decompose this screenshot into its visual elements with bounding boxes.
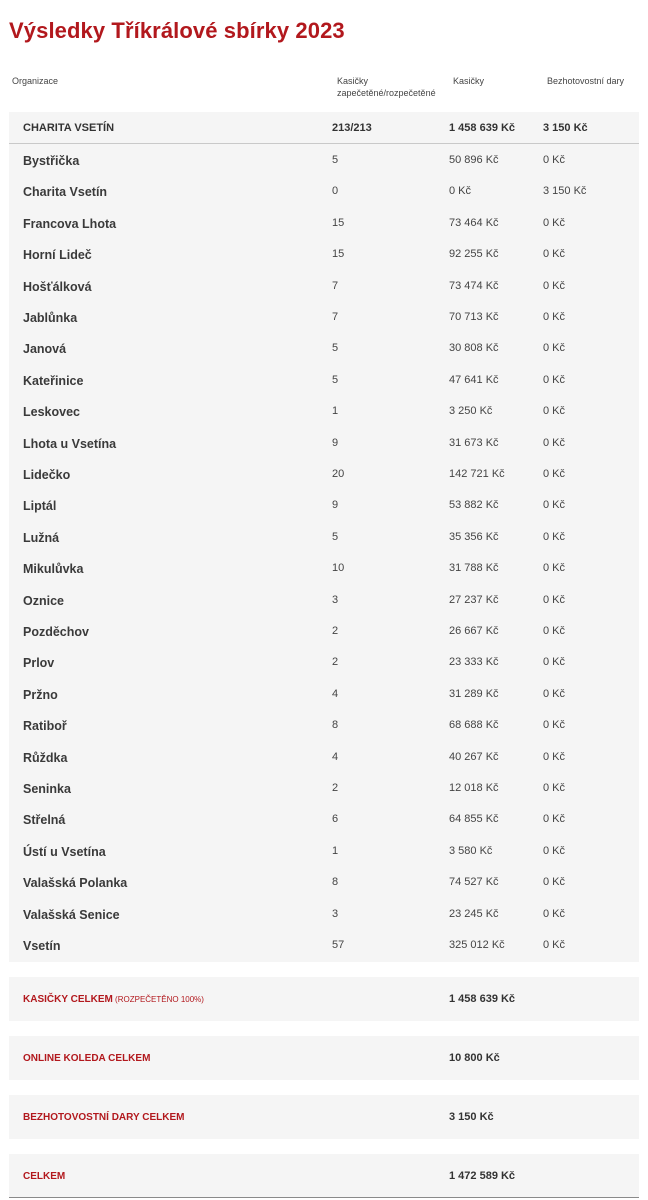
dary-amount: 3 150 Kč <box>543 185 587 198</box>
table-row <box>9 333 639 364</box>
kasicky-amount: 74 527 Kč <box>449 876 499 889</box>
org-name: Liptál <box>23 499 57 514</box>
kasicky-amount: 26 667 Kč <box>449 625 499 637</box>
table-row <box>9 710 639 741</box>
org-name: Lužná <box>23 530 60 545</box>
dary-amount: 0 Kč <box>543 468 566 480</box>
kasicky-amount: 68 688 Kč <box>449 719 499 732</box>
box-count: 10 <box>332 562 345 575</box>
dary-amount: 0 Kč <box>543 248 566 261</box>
total-label <box>23 1171 65 1182</box>
org-name: Leskovec <box>23 405 80 420</box>
kasicky-amount: 31 788 Kč <box>449 562 499 575</box>
total-label <box>23 1112 185 1123</box>
org-name: Mikulůvka <box>23 562 84 577</box>
kasicky-amount: 47 641 Kč <box>449 373 499 386</box>
total-value: 10 800 Kč <box>449 1052 500 1064</box>
kasicky-amount: 3 580 Kč <box>449 844 493 857</box>
dary-amount: 0 Kč <box>543 342 566 355</box>
total-label <box>23 1053 150 1064</box>
org-name: Janová <box>23 342 67 357</box>
kasicky-amount: 53 882 Kč <box>449 499 499 512</box>
dary-amount: 0 Kč <box>543 625 566 637</box>
table-row <box>9 302 639 333</box>
box-count: 2 <box>332 625 339 637</box>
total-label-text: KASIČKY CELKEM <box>23 994 113 1005</box>
kasicky-amount: 31 289 Kč <box>449 687 499 700</box>
box-count: 5 <box>332 373 339 386</box>
summary-dary: 3 150 Kč <box>543 122 588 134</box>
box-count: 4 <box>332 687 339 700</box>
org-name: Kateřinice <box>23 373 84 388</box>
kasicky-amount: 30 808 Kč <box>449 342 499 355</box>
box-count: 9 <box>332 499 339 512</box>
box-count: 3 <box>332 907 339 920</box>
org-name: Střelná <box>23 813 66 828</box>
total-value: 1 472 589 Kč <box>449 1170 516 1182</box>
kasicky-amount: 31 673 Kč <box>449 436 499 449</box>
kasicky-amount: 64 855 Kč <box>449 813 499 826</box>
dary-amount: 0 Kč <box>543 719 566 732</box>
total-label-text: ONLINE KOLEDA CELKEM <box>23 1053 151 1064</box>
kasicky-amount: 50 896 Kč <box>449 154 499 166</box>
kasicky-amount: 12 018 Kč <box>449 782 499 794</box>
dary-amount: 0 Kč <box>543 844 566 857</box>
kasicky-amount: 3 250 Kč <box>449 405 493 418</box>
box-count: 20 <box>332 468 345 480</box>
table-row <box>9 428 639 459</box>
org-name: Pozděchov <box>23 625 89 639</box>
table-row <box>9 553 639 584</box>
box-count: 7 <box>332 311 339 323</box>
box-count: 15 <box>332 216 345 229</box>
table-header <box>9 75 639 105</box>
org-name: Ústí u Vsetína <box>23 844 106 859</box>
total-value: 1 458 639 Kč <box>449 993 516 1005</box>
kasicky-amount: 142 721 Kč <box>449 468 505 480</box>
column-header-count-line2: zapečetěné/rozpečetěné <box>337 88 436 98</box>
dary-amount: 0 Kč <box>543 876 566 889</box>
box-count: 8 <box>332 876 339 889</box>
table-row <box>9 647 639 678</box>
box-count: 4 <box>332 750 339 763</box>
box-count: 7 <box>332 279 339 292</box>
kasicky-amount: 0 Kč <box>449 185 472 198</box>
total-row <box>9 1154 639 1198</box>
dary-amount: 0 Kč <box>543 499 566 512</box>
page-title: Výsledky Tříkrálové sbírky 2023 <box>9 18 345 43</box>
kasicky-amount: 23 245 Kč <box>449 907 499 920</box>
column-header-dary: Bezhotovostní dary <box>547 76 625 86</box>
box-count: 0 <box>332 185 339 198</box>
summary-kasicky: 1 458 639 Kč <box>449 122 516 134</box>
kasicky-amount: 73 474 Kč <box>449 279 499 292</box>
table-row <box>9 930 639 961</box>
org-name: Vsetín <box>23 939 61 953</box>
org-name: Lhota u Vsetína <box>23 436 117 451</box>
org-name: Horní Lideč <box>23 248 92 263</box>
summary-count: 213/213 <box>332 122 372 134</box>
total-value: 3 150 Kč <box>449 1111 494 1123</box>
box-count: 9 <box>332 436 339 449</box>
total-row <box>9 1036 639 1080</box>
kasicky-amount: 73 464 Kč <box>449 216 499 229</box>
box-count: 15 <box>332 248 345 261</box>
dary-amount: 0 Kč <box>543 405 566 418</box>
column-header-count-line1: Kasičky <box>337 76 369 86</box>
dary-amount: 0 Kč <box>543 907 566 920</box>
table-row <box>9 239 639 270</box>
box-count: 3 <box>332 593 339 606</box>
table-row <box>9 271 639 302</box>
dary-amount: 0 Kč <box>543 562 566 575</box>
table-row <box>9 804 639 835</box>
table-row <box>9 145 639 176</box>
column-header-kasicky: Kasičky <box>453 76 485 86</box>
org-name: Valašská Senice <box>23 907 120 922</box>
dary-amount: 0 Kč <box>543 939 566 951</box>
dary-amount: 0 Kč <box>543 813 566 826</box>
summary-name: CHARITA VSETÍN <box>23 122 115 134</box>
box-count: 5 <box>332 342 339 355</box>
org-name: Pržno <box>23 687 58 702</box>
org-name: Francova Lhota <box>23 216 117 231</box>
dary-amount: 0 Kč <box>543 656 566 669</box>
org-name: Oznice <box>23 593 64 608</box>
results-table <box>9 112 639 962</box>
org-name: Ratiboř <box>23 719 67 734</box>
org-name: Hošťálková <box>23 279 92 294</box>
box-count: 5 <box>332 154 339 166</box>
org-name: Seninka <box>23 782 71 796</box>
total-label-text: BEZHOTOVOSTNÍ DARY CELKEM <box>23 1112 185 1123</box>
kasicky-amount: 23 333 Kč <box>449 656 499 669</box>
table-row <box>9 490 639 521</box>
box-count: 8 <box>332 719 339 732</box>
total-row <box>9 1095 639 1139</box>
dary-amount: 0 Kč <box>543 782 566 794</box>
table-row <box>9 176 639 207</box>
dary-amount: 0 Kč <box>543 750 566 763</box>
column-header-count <box>337 75 457 99</box>
box-count: 5 <box>332 530 339 543</box>
table-row <box>9 742 639 773</box>
table-row <box>9 679 639 710</box>
kasicky-amount: 70 713 Kč <box>449 311 499 323</box>
dary-amount: 0 Kč <box>543 216 566 229</box>
kasicky-amount: 35 356 Kč <box>449 530 499 543</box>
dary-amount: 0 Kč <box>543 436 566 449</box>
box-count: 57 <box>332 939 345 951</box>
org-name: Lidečko <box>23 468 71 482</box>
kasicky-amount: 27 237 Kč <box>449 593 499 606</box>
kasicky-amount: 92 255 Kč <box>449 248 499 261</box>
column-header-organization: Organizace <box>12 76 59 86</box>
table-row <box>9 522 639 553</box>
kasicky-amount: 325 012 Kč <box>449 939 505 951</box>
org-name: Charita Vsetín <box>23 185 108 200</box>
table-row <box>9 773 639 804</box>
table-row <box>9 396 639 427</box>
box-count: 2 <box>332 782 339 794</box>
kasicky-amount: 40 267 Kč <box>449 750 499 763</box>
dary-amount: 0 Kč <box>543 154 566 166</box>
table-row <box>9 208 639 239</box>
table-row <box>9 459 639 490</box>
org-name: Růždka <box>23 750 68 765</box>
org-name: Prlov <box>23 656 55 671</box>
box-count: 2 <box>332 656 339 669</box>
dary-amount: 0 Kč <box>543 373 566 386</box>
table-row <box>9 867 639 898</box>
summary-row <box>9 112 639 144</box>
table-row <box>9 899 639 930</box>
table-row <box>9 585 639 616</box>
total-note: (ROZPEČETĚNO 100%) <box>112 995 204 1004</box>
org-name: Valašská Polanka <box>23 876 128 891</box>
dary-amount: 0 Kč <box>543 687 566 700</box>
dary-amount: 0 Kč <box>543 311 566 323</box>
dary-amount: 0 Kč <box>543 530 566 543</box>
table-row <box>9 836 639 867</box>
table-row <box>9 365 639 396</box>
table-row <box>9 616 639 647</box>
org-name: Bystřička <box>23 154 80 168</box>
dary-amount: 0 Kč <box>543 279 566 292</box>
org-name: Jablůnka <box>23 311 78 325</box>
box-count: 1 <box>332 405 339 418</box>
total-label <box>23 994 204 1005</box>
total-row <box>9 977 639 1021</box>
box-count: 1 <box>332 844 339 857</box>
total-label-text: CELKEM <box>23 1171 66 1182</box>
box-count: 6 <box>332 813 339 826</box>
bottom-divider <box>9 1197 639 1198</box>
dary-amount: 0 Kč <box>543 593 566 606</box>
